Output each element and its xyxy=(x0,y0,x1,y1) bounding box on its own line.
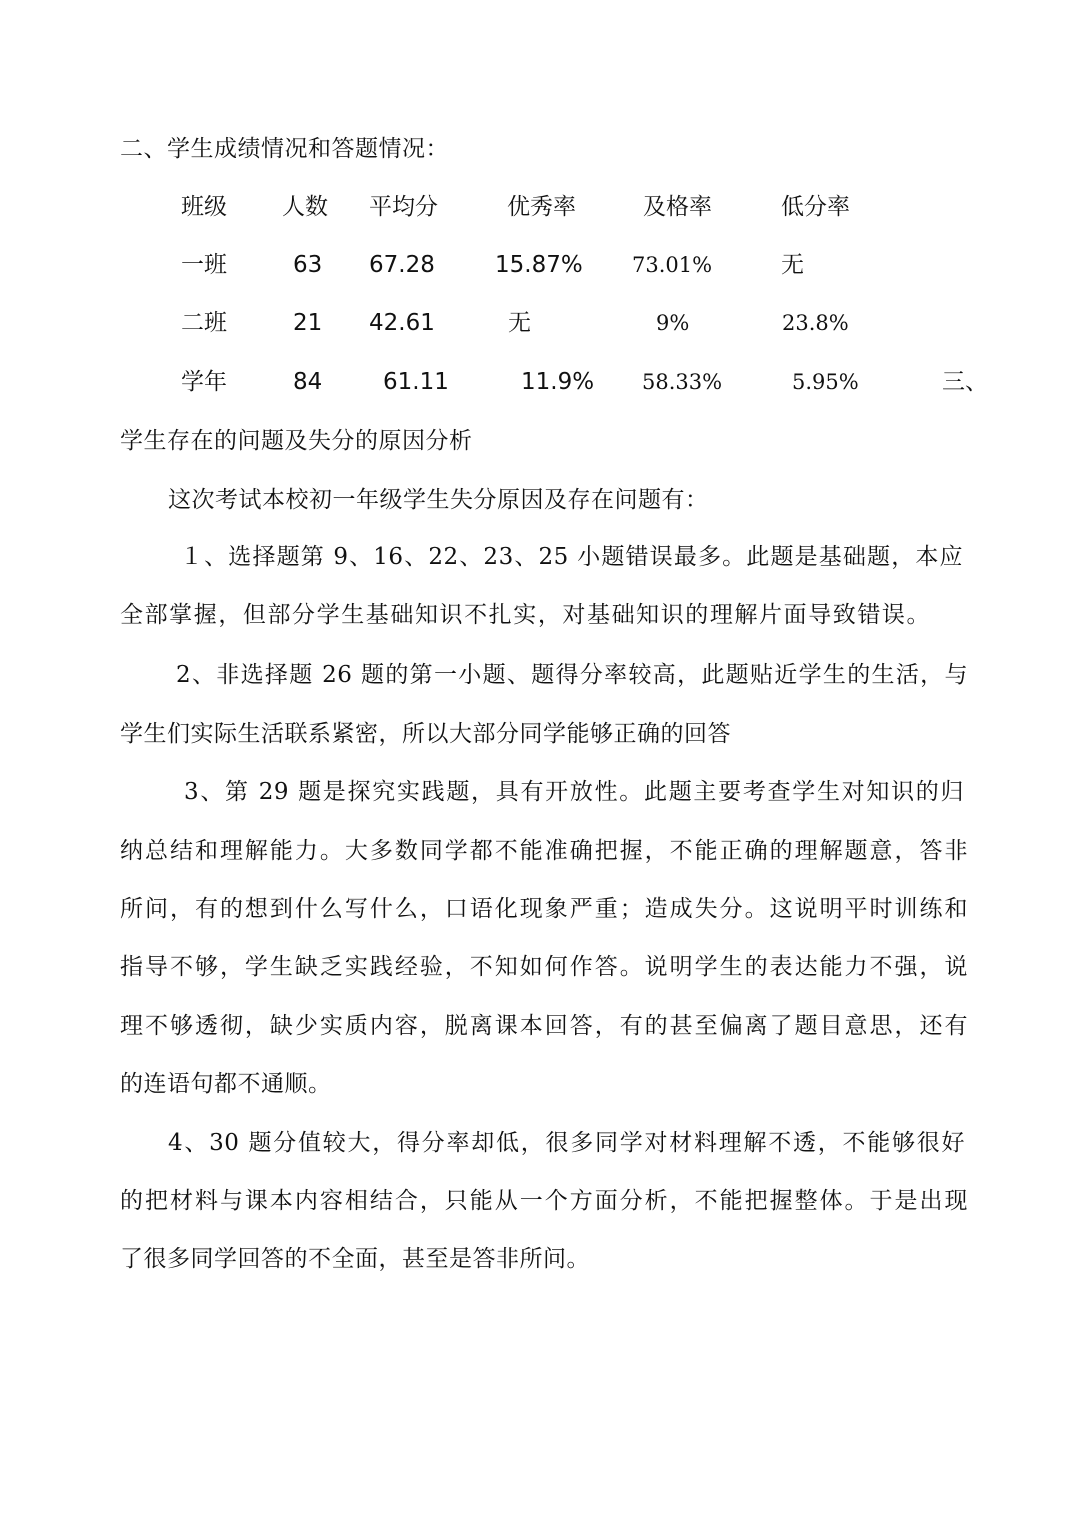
table-header-pass-rate: 及格率 xyxy=(643,194,712,220)
section2-heading: 二、学生成绩情况和答题情况： xyxy=(120,136,449,162)
paragraph-3-line-4: 指导不够，学生缺乏实践经验，不知如何作答。说明学生的表达能力不强，说 xyxy=(120,954,968,980)
table-header-count: 人数 xyxy=(282,194,328,220)
table-row-1-low-rate: 无 xyxy=(781,252,804,278)
paragraph-2-line-1: 2、非选择题 26 题的第一小题、题得分率较高，此题贴近学生的生活，与 xyxy=(176,662,968,688)
section3-heading-number: 三、 xyxy=(942,369,988,395)
paragraph-3-line-6: 的连语句都不通顺。 xyxy=(120,1071,332,1097)
table-row-2-average: 42.61 xyxy=(369,310,435,336)
paragraph-1-line-1: １、选择题第 9、16、22、23、25 小题错误最多。此题是基础题，本应 xyxy=(180,544,963,570)
table-header-average: 平均分 xyxy=(369,194,438,220)
table-header-low-rate: 低分率 xyxy=(781,194,850,220)
paragraph-3-line-3: 所问，有的想到什么写什么，口语化现象严重；造成失分。这说明平时训练和 xyxy=(120,896,968,922)
table-row-3-excellent-rate: 11.9% xyxy=(521,369,595,395)
table-row-3-pass-rate: 58.33% xyxy=(642,370,723,394)
table-row-3-class: 学年 xyxy=(181,369,227,395)
paragraph-3-line-2: 纳总结和理解能力。大多数同学都不能准确把握，不能正确的理解题意，答非 xyxy=(120,838,968,864)
table-header-class: 班级 xyxy=(181,194,227,220)
table-row-1-class: 一班 xyxy=(181,252,227,278)
paragraph-4-line-2: 的把材料与课本内容相结合，只能从一个方面分析，不能把握整体。于是出现 xyxy=(120,1188,968,1214)
paragraph-3-line-5: 理不够透彻，缺少实质内容，脱离课本回答，有的甚至偏离了题目意思，还有 xyxy=(120,1013,968,1039)
paragraph-3-line-1: 3、第 29 题是探究实践题，具有开放性。此题主要考查学生对知识的归 xyxy=(184,779,964,805)
table-row-2-low-rate: 23.8% xyxy=(782,311,849,335)
table-row-1-average: 67.28 xyxy=(369,252,435,278)
intro-paragraph: 这次考试本校初一年级学生失分原因及存在问题有： xyxy=(168,487,709,513)
paragraph-2-line-2: 学生们实际生活联系紧密，所以大部分同学能够正确的回答 xyxy=(120,721,731,747)
table-row-1-pass-rate: 73.01% xyxy=(632,253,713,277)
table-row-1-excellent-rate: 15.87% xyxy=(495,252,583,278)
table-row-2-excellent-rate: 无 xyxy=(508,310,531,336)
table-header-excellent-rate: 优秀率 xyxy=(507,194,576,220)
paragraph-1-line-2: 全部掌握，但部分学生基础知识不扎实，对基础知识的理解片面导致错误。 xyxy=(120,602,930,628)
table-row-2-pass-rate: 9% xyxy=(656,311,690,335)
table-row-3-count: 84 xyxy=(293,369,323,395)
table-row-2-count: 21 xyxy=(293,310,323,336)
paragraph-4-line-3: 了很多同学回答的不全面，甚至是答非所问。 xyxy=(120,1246,590,1272)
section3-heading: 学生存在的问题及失分的原因分析 xyxy=(120,428,473,454)
paragraph-4-line-1: 4、30 题分值较大，得分率却低，很多同学对材料理解不透，不能够很好 xyxy=(168,1130,965,1156)
table-row-1-count: 63 xyxy=(293,252,323,278)
table-row-2-class: 二班 xyxy=(181,310,227,336)
table-row-3-average: 61.11 xyxy=(383,369,449,395)
table-row-3-low-rate: 5.95% xyxy=(792,370,859,394)
